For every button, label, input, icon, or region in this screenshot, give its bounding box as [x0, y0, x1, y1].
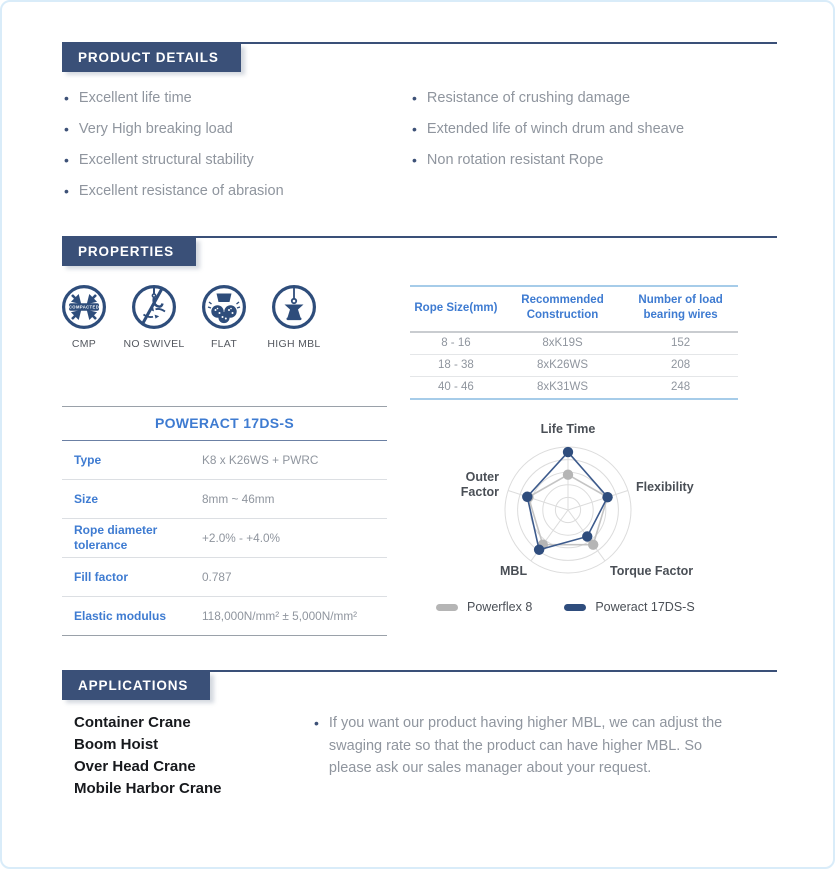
property-cmp: [52, 284, 116, 350]
bullet-item: [64, 184, 284, 199]
no-swivel-icon: [131, 284, 177, 330]
radar-chart: [422, 414, 752, 632]
table-header-cell: Rope Size(mm): [410, 286, 502, 332]
bullet-dot: •: [64, 90, 69, 106]
spec-value: 118,000N/mm² ± 5,000N/mm²: [202, 609, 358, 623]
bullet-dot: •: [314, 715, 319, 731]
spec-value: K8 x K26WS + PWRC: [202, 453, 319, 467]
axis-label-flexibility: Flexibility: [636, 480, 694, 494]
table-header-cell: Number of load bearing wires: [623, 286, 738, 332]
spec-label: Size: [74, 491, 99, 506]
spec-label: Elastic modulus: [74, 608, 167, 623]
bullet-text: Very High breaking load: [78, 121, 233, 137]
note-text: If you want our product having higher MBL, we can adjust the swaging rate so that the product can have higher MBL. So please ask our sales manager about your request.: [328, 715, 723, 776]
table-cell: 248: [623, 377, 738, 400]
table-row: [410, 355, 738, 377]
icon-label: NO SWIVEL: [123, 338, 185, 350]
bullet-item: [412, 91, 684, 106]
spec-rows: [62, 441, 387, 636]
cmp-icon: [61, 284, 107, 330]
radar-data-point: [563, 447, 573, 457]
applications-note: [314, 712, 739, 780]
product-details-bullets-right: [412, 91, 684, 184]
property-high-mbl: [262, 284, 326, 350]
bullet-dot: •: [64, 183, 69, 199]
spec-table: [62, 406, 387, 636]
application-item: Boom Hoist: [74, 736, 159, 753]
icon-label: CMP: [71, 338, 97, 350]
product-details-section-header: [62, 42, 777, 72]
bullet-item: [412, 122, 684, 137]
properties-section-header: [62, 236, 777, 266]
bullet-item: [412, 153, 684, 168]
property-no-swivel: [122, 284, 186, 350]
radar-data-point: [522, 492, 532, 502]
spec-value: 0.787: [202, 570, 232, 584]
spec-row: [62, 519, 387, 558]
bullet-text: Resistance of crushing damage: [426, 90, 631, 106]
table-row: [410, 377, 738, 400]
icon-label: HIGH MBL: [267, 338, 321, 350]
legend-item-powerflex-8: [436, 600, 532, 614]
table-cell: 8xK31WS: [502, 377, 623, 400]
radar-data-point: [563, 470, 573, 480]
application-item: Mobile Harbor Crane: [74, 780, 222, 797]
property-flat: [192, 284, 256, 350]
radar-grid-spoke: [568, 491, 628, 510]
spec-title: POWERACT 17DS-S: [62, 406, 387, 441]
bullet-text: Excellent resistance of abrasion: [78, 183, 284, 199]
application-item: Container Crane: [74, 714, 191, 731]
section-title: PRODUCT DETAILS: [62, 44, 241, 72]
table-cell: 208: [623, 355, 738, 377]
bullet-dot: •: [412, 121, 417, 137]
chart-legend: [436, 600, 695, 614]
bullet-dot: •: [64, 121, 69, 137]
bullet-text: Non rotation resistant Rope: [426, 152, 604, 168]
bullet-dot: •: [412, 152, 417, 168]
axis-label-life-time: Life Time: [540, 422, 596, 436]
section-title: APPLICATIONS: [62, 672, 210, 700]
spec-row: [62, 558, 387, 597]
high-mbl-icon: [271, 284, 317, 330]
spec-row: [62, 597, 387, 636]
legend-swatch-icon: [564, 604, 586, 611]
bullet-item: [64, 153, 284, 168]
table-cell: 8 - 16: [410, 332, 502, 355]
property-icons-row: [52, 284, 326, 350]
bullet-item: [64, 122, 284, 137]
product-details-bullets-left: [64, 91, 284, 215]
table-cell: 40 - 46: [410, 377, 502, 400]
table-cell: 18 - 38: [410, 355, 502, 377]
spec-row: [62, 441, 387, 480]
radar-data-point: [534, 545, 544, 555]
legend-swatch-icon: [436, 604, 458, 611]
legend-label: Poweract 17DS-S: [595, 600, 695, 614]
compacted-banner-text: COMPACTED: [68, 304, 100, 310]
axis-label-mbl: MBL: [500, 564, 528, 578]
spec-row: [62, 480, 387, 519]
spec-label: Rope diameter tolerance: [74, 523, 158, 552]
legend-label: Powerflex 8: [467, 600, 533, 614]
axis-label-outer-factor: Outer Factor: [460, 470, 499, 499]
table-cell: 8xK26WS: [502, 355, 623, 377]
spec-value: 8mm ~ 46mm: [202, 492, 275, 506]
bullet-dot: •: [64, 152, 69, 168]
bullet-item: [64, 91, 284, 106]
table-header-cell: Recommended Construction: [502, 286, 623, 332]
bullet-text: Excellent structural stability: [78, 152, 254, 168]
bullet-text: Extended life of winch drum and sheave: [426, 121, 685, 137]
bullet-dot: •: [412, 90, 417, 106]
axis-label-torque-factor: Torque Factor: [610, 564, 694, 578]
applications-section-header: [62, 670, 777, 700]
radar-data-point: [582, 531, 592, 541]
flat-icon: [201, 284, 247, 330]
legend-item-poweract-17ds-s: [564, 600, 694, 614]
radar-grid-spoke: [508, 491, 568, 510]
radar-chart-canvas: [422, 414, 752, 596]
radar-data-point: [602, 492, 612, 502]
table-header-row: [410, 286, 738, 332]
rope-size-table: [410, 285, 738, 400]
bullet-text: Excellent life time: [78, 90, 192, 106]
spec-label: Fill factor: [74, 569, 129, 584]
section-title: PROPERTIES: [62, 238, 196, 266]
spec-label: Type: [74, 452, 102, 467]
table-row: [410, 332, 738, 355]
table-cell: 152: [623, 332, 738, 355]
application-item: Over Head Crane: [74, 758, 196, 775]
spec-value: +2.0% - +4.0%: [202, 531, 281, 545]
icon-label: FLAT: [210, 338, 238, 350]
rope-size-table-wrap: [410, 285, 738, 400]
applications-list: [74, 712, 222, 800]
table-cell: 8xK19S: [502, 332, 623, 355]
